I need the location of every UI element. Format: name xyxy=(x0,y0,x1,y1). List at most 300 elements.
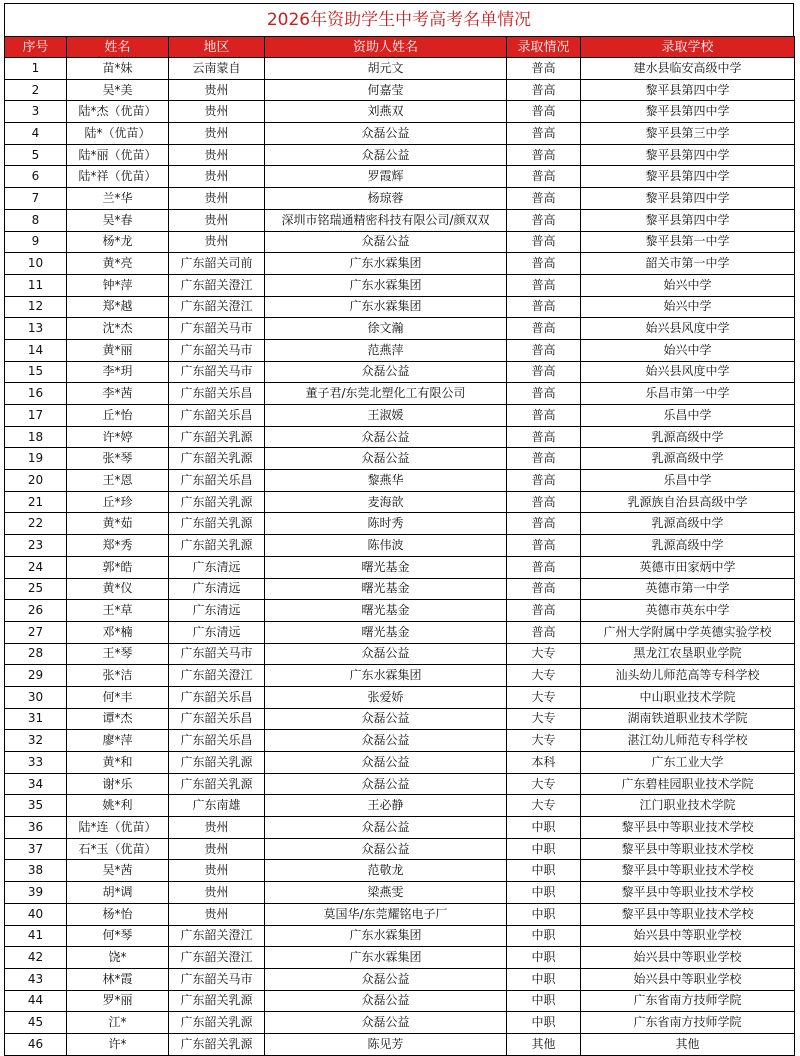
student-name-cell[interactable]: 吴*美 xyxy=(67,79,169,101)
school-cell[interactable]: 始兴县风度中学 xyxy=(581,361,795,383)
student-name-cell[interactable]: 廖*萍 xyxy=(67,730,169,752)
admission-type-cell[interactable]: 普高 xyxy=(507,101,581,123)
school-cell[interactable]: 乐昌中学 xyxy=(581,405,795,427)
region-cell[interactable]: 广东韶关马市 xyxy=(169,318,265,340)
row-index-cell[interactable]: 26 xyxy=(5,600,67,622)
admission-type-cell[interactable]: 中职 xyxy=(507,925,581,947)
region-cell[interactable]: 广东清远 xyxy=(169,578,265,600)
sponsor-cell[interactable]: 王必静 xyxy=(265,795,507,817)
row-index-cell[interactable]: 6 xyxy=(5,166,67,188)
sponsor-cell[interactable]: 董子君/东莞北塑化工有限公司 xyxy=(265,383,507,405)
table-row xyxy=(5,730,795,752)
row-index-cell[interactable]: 18 xyxy=(5,426,67,448)
row-index-cell[interactable]: 46 xyxy=(5,1033,67,1055)
admission-type-cell[interactable]: 中职 xyxy=(507,947,581,969)
school-cell[interactable]: 始兴县中等职业学校 xyxy=(581,925,795,947)
region-cell[interactable]: 广东清远 xyxy=(169,600,265,622)
table-body xyxy=(5,58,795,1056)
row-index-cell[interactable]: 13 xyxy=(5,318,67,340)
student-name-cell[interactable]: 黄*亮 xyxy=(67,253,169,275)
row-index-cell[interactable]: 40 xyxy=(5,903,67,925)
region-cell[interactable]: 广东南雄 xyxy=(169,795,265,817)
region-cell[interactable]: 广东韶关乳源 xyxy=(169,491,265,513)
region-cell[interactable]: 广东韶关乳源 xyxy=(169,513,265,535)
admission-type-cell[interactable]: 普高 xyxy=(507,491,581,513)
region-cell[interactable]: 广东清远 xyxy=(169,621,265,643)
row-index-cell[interactable]: 34 xyxy=(5,773,67,795)
row-index-cell[interactable]: 24 xyxy=(5,556,67,578)
sponsor-cell[interactable]: 曙光基金 xyxy=(265,578,507,600)
table-row xyxy=(5,817,795,839)
sponsor-cell[interactable]: 广东水霖集团 xyxy=(265,665,507,687)
sponsor-cell[interactable]: 陈时秀 xyxy=(265,513,507,535)
admission-type-cell[interactable]: 普高 xyxy=(507,209,581,231)
region-cell[interactable]: 贵州 xyxy=(169,79,265,101)
student-name-cell[interactable]: 郑*越 xyxy=(67,296,169,318)
row-index-cell[interactable]: 36 xyxy=(5,817,67,839)
sponsor-cell[interactable]: 众磊公益 xyxy=(265,643,507,665)
school-cell[interactable]: 广东省南方技师学院 xyxy=(581,1012,795,1034)
student-name-cell[interactable]: 何*琴 xyxy=(67,925,169,947)
school-cell[interactable]: 黎平县中等职业技术学校 xyxy=(581,838,795,860)
sponsor-cell[interactable]: 范燕萍 xyxy=(265,339,507,361)
school-cell[interactable]: 广东碧桂园职业技术学院 xyxy=(581,773,795,795)
admission-type-cell[interactable]: 中职 xyxy=(507,817,581,839)
admission-type-cell[interactable]: 中职 xyxy=(507,860,581,882)
sponsor-cell[interactable]: 曙光基金 xyxy=(265,621,507,643)
school-cell[interactable]: 黎平县第四中学 xyxy=(581,101,795,123)
student-name-cell[interactable]: 丘*珍 xyxy=(67,491,169,513)
admission-type-cell[interactable]: 中职 xyxy=(507,838,581,860)
school-cell[interactable]: 建水县临安高级中学 xyxy=(581,58,795,80)
row-index-cell[interactable]: 25 xyxy=(5,578,67,600)
student-name-cell[interactable]: 黄*和 xyxy=(67,752,169,774)
admission-type-cell[interactable]: 普高 xyxy=(507,123,581,145)
student-name-cell[interactable]: 姚*利 xyxy=(67,795,169,817)
student-name-cell[interactable]: 黄*仪 xyxy=(67,578,169,600)
student-name-cell[interactable]: 张*洁 xyxy=(67,665,169,687)
student-name-cell[interactable]: 陆*连（优苗） xyxy=(67,817,169,839)
region-cell[interactable]: 广东韶关乳源 xyxy=(169,773,265,795)
sponsor-cell[interactable]: 众磊公益 xyxy=(265,773,507,795)
row-index-cell[interactable]: 45 xyxy=(5,1012,67,1034)
school-cell[interactable]: 始兴中学 xyxy=(581,339,795,361)
region-cell[interactable]: 贵州 xyxy=(169,166,265,188)
school-cell[interactable]: 黎平县中等职业技术学校 xyxy=(581,860,795,882)
sponsor-cell[interactable]: 杨琼蓉 xyxy=(265,188,507,210)
admission-type-cell[interactable]: 普高 xyxy=(507,600,581,622)
row-index-cell[interactable]: 37 xyxy=(5,838,67,860)
admission-type-cell[interactable]: 中职 xyxy=(507,882,581,904)
school-cell[interactable]: 黎平县第四中学 xyxy=(581,79,795,101)
admission-type-cell[interactable]: 大专 xyxy=(507,795,581,817)
table-row xyxy=(5,144,795,166)
region-cell[interactable]: 贵州 xyxy=(169,860,265,882)
school-cell[interactable]: 黑龙江农垦职业学院 xyxy=(581,643,795,665)
region-cell[interactable]: 广东清远 xyxy=(169,556,265,578)
sponsor-cell[interactable]: 曙光基金 xyxy=(265,600,507,622)
admission-type-cell[interactable]: 普高 xyxy=(507,231,581,253)
region-cell[interactable]: 贵州 xyxy=(169,144,265,166)
col-header-sponsor[interactable]: 资助人姓名 xyxy=(265,37,507,58)
row-index-cell[interactable]: 4 xyxy=(5,123,67,145)
school-cell[interactable]: 英德市第一中学 xyxy=(581,578,795,600)
row-index-cell[interactable]: 21 xyxy=(5,491,67,513)
student-name-cell[interactable]: 王*草 xyxy=(67,600,169,622)
sponsor-cell[interactable]: 众磊公益 xyxy=(265,990,507,1012)
row-index-cell[interactable]: 15 xyxy=(5,361,67,383)
school-cell[interactable]: 汕头幼儿师范高等专科学校 xyxy=(581,665,795,687)
region-cell[interactable]: 广东韶关司前 xyxy=(169,253,265,275)
region-cell[interactable]: 广东韶关乳源 xyxy=(169,1012,265,1034)
row-index-cell[interactable]: 29 xyxy=(5,665,67,687)
student-name-cell[interactable]: 吴*茜 xyxy=(67,860,169,882)
school-cell[interactable]: 中山职业技术学院 xyxy=(581,686,795,708)
school-cell[interactable]: 黎平县中等职业技术学校 xyxy=(581,903,795,925)
school-cell[interactable]: 乐昌中学 xyxy=(581,470,795,492)
school-cell[interactable]: 始兴中学 xyxy=(581,296,795,318)
admission-type-cell[interactable]: 中职 xyxy=(507,990,581,1012)
student-name-cell[interactable]: 陆*杰（优苗） xyxy=(67,101,169,123)
sponsor-cell[interactable]: 广东水霖集团 xyxy=(265,296,507,318)
student-name-cell[interactable]: 沈*杰 xyxy=(67,318,169,340)
row-index-cell[interactable]: 33 xyxy=(5,752,67,774)
admission-type-cell[interactable]: 普高 xyxy=(507,144,581,166)
sponsor-cell[interactable]: 陈伟波 xyxy=(265,535,507,557)
admission-type-cell[interactable]: 普高 xyxy=(507,318,581,340)
row-index-cell[interactable]: 23 xyxy=(5,535,67,557)
student-name-cell[interactable]: 张*琴 xyxy=(67,448,169,470)
school-cell[interactable]: 乳源高级中学 xyxy=(581,448,795,470)
school-cell[interactable]: 湛江幼儿师范专科学校 xyxy=(581,730,795,752)
sponsor-cell[interactable]: 广东水霖集团 xyxy=(265,274,507,296)
row-index-cell[interactable]: 31 xyxy=(5,708,67,730)
admission-type-cell[interactable]: 大专 xyxy=(507,708,581,730)
sponsor-cell[interactable]: 众磊公益 xyxy=(265,1012,507,1034)
row-index-cell[interactable]: 10 xyxy=(5,253,67,275)
row-index-cell[interactable]: 19 xyxy=(5,448,67,470)
row-index-cell[interactable]: 28 xyxy=(5,643,67,665)
table-row xyxy=(5,361,795,383)
sponsor-cell[interactable]: 众磊公益 xyxy=(265,144,507,166)
school-cell[interactable]: 其他 xyxy=(581,1033,795,1055)
sponsor-cell[interactable]: 广东水霖集团 xyxy=(265,947,507,969)
table-row xyxy=(5,209,795,231)
school-cell[interactable]: 江门职业技术学院 xyxy=(581,795,795,817)
school-cell[interactable]: 广州大学附属中学英德实验学校 xyxy=(581,621,795,643)
student-name-cell[interactable]: 许* xyxy=(67,1033,169,1055)
row-index-cell[interactable]: 42 xyxy=(5,947,67,969)
student-name-cell[interactable]: 黄*丽 xyxy=(67,339,169,361)
school-cell[interactable]: 广东省南方技师学院 xyxy=(581,990,795,1012)
sponsor-cell[interactable]: 众磊公益 xyxy=(265,730,507,752)
school-cell[interactable]: 黎平县第四中学 xyxy=(581,188,795,210)
admission-type-cell[interactable]: 普高 xyxy=(507,383,581,405)
row-index-cell[interactable]: 41 xyxy=(5,925,67,947)
school-cell[interactable]: 黎平县第一中学 xyxy=(581,231,795,253)
student-name-cell[interactable]: 陆*丽（优苗） xyxy=(67,144,169,166)
region-cell[interactable]: 云南蒙自 xyxy=(169,58,265,80)
school-cell[interactable]: 乳源高级中学 xyxy=(581,426,795,448)
table-row xyxy=(5,968,795,990)
admission-type-cell[interactable]: 中职 xyxy=(507,1012,581,1034)
region-cell[interactable]: 广东韶关乐昌 xyxy=(169,383,265,405)
student-name-cell[interactable]: 王*恩 xyxy=(67,470,169,492)
row-index-cell[interactable]: 8 xyxy=(5,209,67,231)
student-name-cell[interactable]: 罗*丽 xyxy=(67,990,169,1012)
region-cell[interactable]: 广东韶关乳源 xyxy=(169,1033,265,1055)
school-cell[interactable]: 黎平县第四中学 xyxy=(581,144,795,166)
student-name-cell[interactable]: 丘*怡 xyxy=(67,405,169,427)
admission-type-cell[interactable]: 普高 xyxy=(507,621,581,643)
admission-type-cell[interactable]: 普高 xyxy=(507,470,581,492)
admission-type-cell[interactable]: 大专 xyxy=(507,665,581,687)
admission-type-cell[interactable]: 普高 xyxy=(507,253,581,275)
region-cell[interactable]: 广东韶关乳源 xyxy=(169,990,265,1012)
sponsor-cell[interactable]: 众磊公益 xyxy=(265,426,507,448)
region-cell[interactable]: 广东韶关澄江 xyxy=(169,665,265,687)
admission-type-cell[interactable]: 其他 xyxy=(507,1033,581,1055)
col-header-name[interactable]: 姓名 xyxy=(67,37,169,58)
sponsor-cell[interactable]: 莫国华/东莞耀铭电子厂 xyxy=(265,903,507,925)
row-index-cell[interactable]: 38 xyxy=(5,860,67,882)
region-cell[interactable]: 广东韶关澄江 xyxy=(169,274,265,296)
region-cell[interactable]: 广东韶关乐昌 xyxy=(169,686,265,708)
sponsor-cell[interactable]: 众磊公益 xyxy=(265,448,507,470)
admission-type-cell[interactable]: 普高 xyxy=(507,339,581,361)
student-name-cell[interactable]: 胡*调 xyxy=(67,882,169,904)
sponsor-cell[interactable]: 曙光基金 xyxy=(265,556,507,578)
sponsor-cell[interactable]: 罗霞辉 xyxy=(265,166,507,188)
student-name-cell[interactable]: 许*婷 xyxy=(67,426,169,448)
row-index-cell[interactable]: 11 xyxy=(5,274,67,296)
student-name-cell[interactable]: 杨*怡 xyxy=(67,903,169,925)
spreadsheet xyxy=(4,3,794,1056)
student-name-cell[interactable]: 苗*妹 xyxy=(67,58,169,80)
row-index-cell[interactable]: 16 xyxy=(5,383,67,405)
admission-type-cell[interactable]: 普高 xyxy=(507,274,581,296)
sponsor-cell[interactable]: 王淑媛 xyxy=(265,405,507,427)
school-cell[interactable]: 乐昌市第一中学 xyxy=(581,383,795,405)
table-row xyxy=(5,600,795,622)
admission-type-cell[interactable]: 本科 xyxy=(507,752,581,774)
admission-type-cell[interactable]: 中职 xyxy=(507,968,581,990)
region-cell[interactable]: 广东韶关乐昌 xyxy=(169,730,265,752)
region-cell[interactable]: 贵州 xyxy=(169,231,265,253)
admission-type-cell[interactable]: 普高 xyxy=(507,426,581,448)
row-index-cell[interactable]: 5 xyxy=(5,144,67,166)
sponsor-cell[interactable]: 张爱娇 xyxy=(265,686,507,708)
student-name-cell[interactable]: 陆*（优苗） xyxy=(67,123,169,145)
school-cell[interactable]: 始兴县中等职业学校 xyxy=(581,968,795,990)
sponsor-cell[interactable]: 麦海歆 xyxy=(265,491,507,513)
row-index-cell[interactable]: 44 xyxy=(5,990,67,1012)
region-cell[interactable]: 贵州 xyxy=(169,838,265,860)
admission-type-cell[interactable]: 普高 xyxy=(507,79,581,101)
sponsor-cell[interactable]: 胡元文 xyxy=(265,58,507,80)
sponsor-cell[interactable]: 广东水霖集团 xyxy=(265,253,507,275)
sponsor-cell[interactable]: 徐文瀚 xyxy=(265,318,507,340)
admission-type-cell[interactable]: 普高 xyxy=(507,188,581,210)
table-row xyxy=(5,882,795,904)
region-cell[interactable]: 广东韶关澄江 xyxy=(169,296,265,318)
sponsor-cell[interactable]: 黎燕华 xyxy=(265,470,507,492)
region-cell[interactable]: 贵州 xyxy=(169,123,265,145)
school-cell[interactable]: 黎平县中等职业技术学校 xyxy=(581,882,795,904)
region-cell[interactable]: 广东韶关乐昌 xyxy=(169,708,265,730)
col-header-region[interactable]: 地区 xyxy=(169,37,265,58)
row-index-cell[interactable]: 14 xyxy=(5,339,67,361)
school-cell[interactable]: 黎平县中等职业技术学校 xyxy=(581,817,795,839)
row-index-cell[interactable]: 7 xyxy=(5,188,67,210)
row-index-cell[interactable]: 22 xyxy=(5,513,67,535)
school-cell[interactable]: 乳源高级中学 xyxy=(581,535,795,557)
row-index-cell[interactable]: 17 xyxy=(5,405,67,427)
region-cell[interactable]: 贵州 xyxy=(169,817,265,839)
school-cell[interactable]: 乳源高级中学 xyxy=(581,513,795,535)
student-name-cell[interactable]: 李*玥 xyxy=(67,361,169,383)
student-name-cell[interactable]: 谭*杰 xyxy=(67,708,169,730)
row-index-cell[interactable]: 20 xyxy=(5,470,67,492)
school-cell[interactable]: 韶关市第一中学 xyxy=(581,253,795,275)
row-index-cell[interactable]: 39 xyxy=(5,882,67,904)
student-name-cell[interactable]: 饶* xyxy=(67,947,169,969)
school-cell[interactable]: 英德市田家炳中学 xyxy=(581,556,795,578)
col-header-school[interactable]: 录取学校 xyxy=(581,37,795,58)
student-name-cell[interactable]: 邓*楠 xyxy=(67,621,169,643)
student-name-cell[interactable]: 吴*春 xyxy=(67,209,169,231)
student-name-cell[interactable]: 兰*华 xyxy=(67,188,169,210)
student-name-cell[interactable]: 谢*乐 xyxy=(67,773,169,795)
row-index-cell[interactable]: 9 xyxy=(5,231,67,253)
student-name-cell[interactable]: 黄*茹 xyxy=(67,513,169,535)
col-header-admission[interactable]: 录取情况 xyxy=(507,37,581,58)
table-row xyxy=(5,231,795,253)
student-name-cell[interactable]: 郭*皓 xyxy=(67,556,169,578)
region-cell[interactable]: 广东韶关马市 xyxy=(169,968,265,990)
table-row xyxy=(5,578,795,600)
sponsor-cell[interactable]: 深圳市铭瑞通精密科技有限公司/颜双双 xyxy=(265,209,507,231)
admission-type-cell[interactable]: 普高 xyxy=(507,578,581,600)
region-cell[interactable]: 贵州 xyxy=(169,882,265,904)
col-header-index[interactable]: 序号 xyxy=(5,37,67,58)
table-row xyxy=(5,470,795,492)
row-index-cell[interactable]: 30 xyxy=(5,686,67,708)
admission-type-cell[interactable]: 大专 xyxy=(507,643,581,665)
school-cell[interactable]: 始兴县中等职业学校 xyxy=(581,947,795,969)
student-name-cell[interactable]: 陆*祥（优苗） xyxy=(67,166,169,188)
region-cell[interactable]: 广东韶关马市 xyxy=(169,361,265,383)
row-index-cell[interactable]: 35 xyxy=(5,795,67,817)
admission-type-cell[interactable]: 普高 xyxy=(507,405,581,427)
school-cell[interactable]: 湖南铁道职业技术学院 xyxy=(581,708,795,730)
table-row xyxy=(5,708,795,730)
admission-type-cell[interactable]: 普高 xyxy=(507,58,581,80)
school-cell[interactable]: 始兴县风度中学 xyxy=(581,318,795,340)
table-row xyxy=(5,253,795,275)
admission-type-cell[interactable]: 普高 xyxy=(507,361,581,383)
table-row xyxy=(5,860,795,882)
school-cell[interactable]: 广东工业大学 xyxy=(581,752,795,774)
student-name-cell[interactable]: 李*茜 xyxy=(67,383,169,405)
student-name-cell[interactable]: 何*丰 xyxy=(67,686,169,708)
sponsor-cell[interactable]: 刘燕双 xyxy=(265,101,507,123)
sponsor-cell[interactable]: 众磊公益 xyxy=(265,752,507,774)
region-cell[interactable]: 广东韶关马市 xyxy=(169,339,265,361)
admission-type-cell[interactable]: 普高 xyxy=(507,166,581,188)
admission-type-cell[interactable]: 大专 xyxy=(507,686,581,708)
sponsor-cell[interactable]: 广东水霖集团 xyxy=(265,925,507,947)
school-cell[interactable]: 黎平县第三中学 xyxy=(581,123,795,145)
student-name-cell[interactable]: 钟*萍 xyxy=(67,274,169,296)
sponsor-cell[interactable]: 众磊公益 xyxy=(265,817,507,839)
row-index-cell[interactable]: 32 xyxy=(5,730,67,752)
sponsor-cell[interactable]: 众磊公益 xyxy=(265,708,507,730)
student-name-cell[interactable]: 杨*龙 xyxy=(67,231,169,253)
region-cell[interactable]: 广东韶关乳源 xyxy=(169,752,265,774)
sponsor-cell[interactable]: 众磊公益 xyxy=(265,838,507,860)
school-cell[interactable]: 英德市英东中学 xyxy=(581,600,795,622)
admission-type-cell[interactable]: 普高 xyxy=(507,535,581,557)
school-cell[interactable]: 乳源族自治县高级中学 xyxy=(581,491,795,513)
school-cell[interactable]: 黎平县第四中学 xyxy=(581,166,795,188)
region-cell[interactable]: 贵州 xyxy=(169,101,265,123)
region-cell[interactable]: 贵州 xyxy=(169,209,265,231)
sponsor-cell[interactable]: 何嘉莹 xyxy=(265,79,507,101)
row-index-cell[interactable]: 43 xyxy=(5,968,67,990)
admission-type-cell[interactable]: 普高 xyxy=(507,556,581,578)
region-cell[interactable]: 贵州 xyxy=(169,903,265,925)
school-cell[interactable]: 始兴中学 xyxy=(581,274,795,296)
region-cell[interactable]: 贵州 xyxy=(169,188,265,210)
sponsor-cell[interactable]: 众磊公益 xyxy=(265,361,507,383)
student-name-cell[interactable]: 江* xyxy=(67,1012,169,1034)
school-cell[interactable]: 黎平县第四中学 xyxy=(581,209,795,231)
row-index-cell[interactable]: 27 xyxy=(5,621,67,643)
region-cell[interactable]: 广东韶关乳源 xyxy=(169,448,265,470)
sponsor-cell[interactable]: 梁燕雯 xyxy=(265,882,507,904)
admission-type-cell[interactable]: 大专 xyxy=(507,730,581,752)
student-name-cell[interactable]: 石*玉（优苗） xyxy=(67,838,169,860)
region-cell[interactable]: 广东韶关澄江 xyxy=(169,947,265,969)
admission-type-cell[interactable]: 普高 xyxy=(507,513,581,535)
student-name-cell[interactable]: 郑*秀 xyxy=(67,535,169,557)
region-cell[interactable]: 广东韶关乐昌 xyxy=(169,405,265,427)
sponsor-cell[interactable]: 众磊公益 xyxy=(265,968,507,990)
admission-type-cell[interactable]: 普高 xyxy=(507,296,581,318)
region-cell[interactable]: 广东韶关乳源 xyxy=(169,535,265,557)
region-cell[interactable]: 广东韶关乐昌 xyxy=(169,470,265,492)
region-cell[interactable]: 广东韶关马市 xyxy=(169,643,265,665)
sponsor-cell[interactable]: 众磊公益 xyxy=(265,123,507,145)
row-index-cell[interactable]: 1 xyxy=(5,58,67,80)
region-cell[interactable]: 广东韶关乳源 xyxy=(169,426,265,448)
row-index-cell[interactable]: 3 xyxy=(5,101,67,123)
row-index-cell[interactable]: 2 xyxy=(5,79,67,101)
admission-type-cell[interactable]: 中职 xyxy=(507,903,581,925)
table-row xyxy=(5,383,795,405)
table-row xyxy=(5,990,795,1012)
region-cell[interactable]: 广东韶关澄江 xyxy=(169,925,265,947)
sponsor-cell[interactable]: 陈见芳 xyxy=(265,1033,507,1055)
sponsor-cell[interactable]: 众磊公益 xyxy=(265,231,507,253)
row-index-cell[interactable]: 12 xyxy=(5,296,67,318)
admission-type-cell[interactable]: 大专 xyxy=(507,773,581,795)
student-name-cell[interactable]: 林*霞 xyxy=(67,968,169,990)
sponsor-cell[interactable]: 范敬龙 xyxy=(265,860,507,882)
student-name-cell[interactable]: 王*琴 xyxy=(67,643,169,665)
admission-type-cell[interactable]: 普高 xyxy=(507,448,581,470)
